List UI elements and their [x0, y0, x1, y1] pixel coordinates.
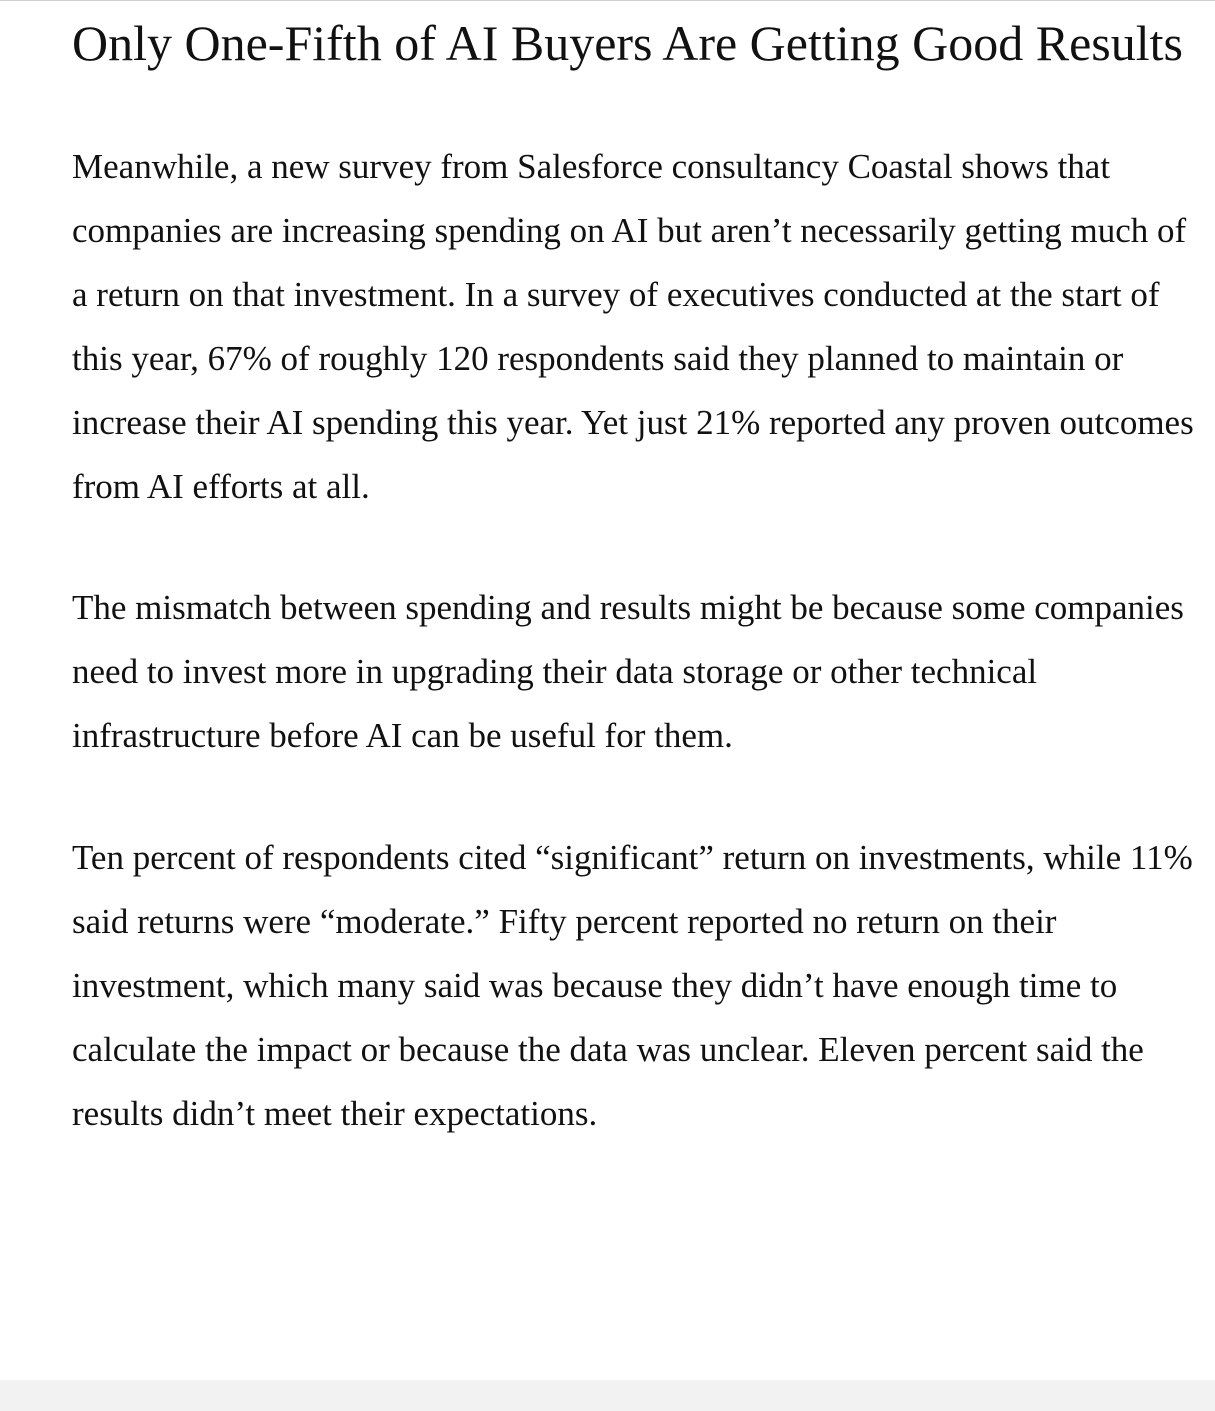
article-headline: Only One-Fifth of AI Buyers Are Getting Good Results [72, 15, 1184, 71]
article-paragraph-2: The mismatch between spending and results might be because some companies need to invest more in upgrading their data storage or other technical infrastructure before AI can be useful for them. [72, 588, 1184, 755]
top-divider [0, 0, 1215, 1]
article-body [72, 8, 1197, 1146]
article-paragraph-3: Ten percent of respondents cited “significant” return on investments, while 11% said returns were “moderate.” Fifty percent reported no return on their investment, which many said was because they didn’t have enough time to calculate the impact or because the data was unclear. Eleven percent said the results didn’t meet their expectations. [72, 838, 1193, 1133]
bottom-bar [0, 1380, 1215, 1411]
article-paragraph-1: Meanwhile, a new survey from Salesforce consultancy Coastal shows that companies are increasing spending on AI but aren’t necessarily getting much of a return on that investment. In a survey of executives conducted at the start of this year, 67% of roughly 120 respondents said they planned to maintain or increase their AI spending this year. Yet just 21% reported any proven outcomes from AI efforts at all. [72, 147, 1194, 506]
